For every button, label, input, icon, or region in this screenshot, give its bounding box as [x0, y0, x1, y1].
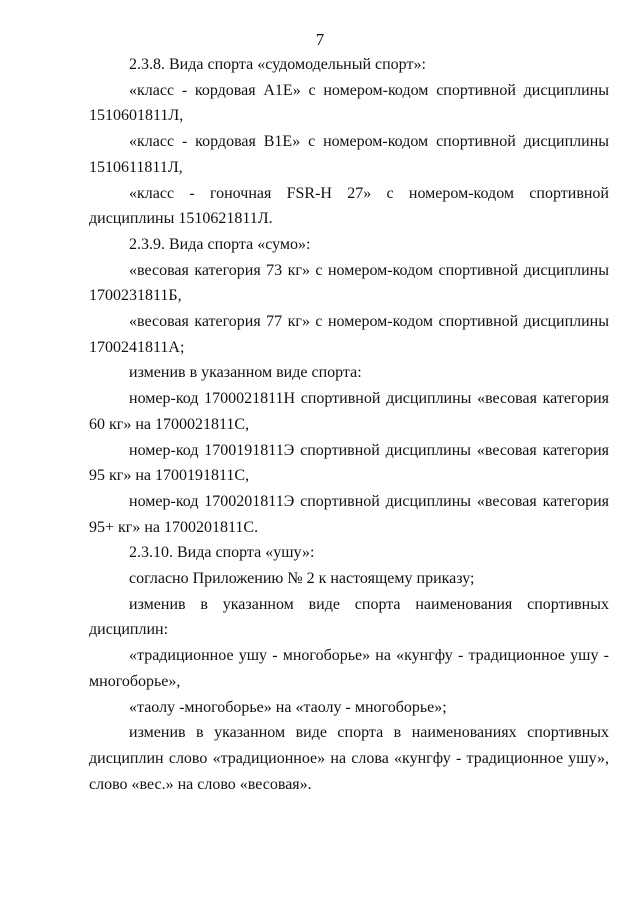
- list-item: «класс - гоночная FSR-H 27» с номером-кодом спортивной дисциплины 1510621811Л.: [89, 184, 609, 228]
- list-item: «таолу -многоборье» на «таолу - многоборье»;: [129, 698, 447, 716]
- document-body: [89, 52, 609, 797]
- page-number: 7: [315, 30, 325, 49]
- list-item: «весовая категория 77 кг» с номером-кодом спортивной дисциплины 1700241811А;: [89, 313, 609, 356]
- section-heading-2-3-8: 2.3.8. Вида спорта «судомодельный спорт»:: [129, 56, 426, 73]
- paragraph: изменив в указанном виде спорта наименования спортивных дисциплин:: [89, 595, 609, 639]
- list-item: «класс - кордовая A1E» с номером-кодом спортивной дисциплины 1510601811Л,: [89, 81, 609, 125]
- list-item: «традиционное ушу - многоборье» на «кунгфу - традиционное ушу - многоборье»,: [89, 647, 609, 690]
- list-item: «класс - кордовая B1E» с номером-кодом спортивной дисциплины 1510611811Л,: [89, 133, 609, 176]
- list-item: «весовая категория 73 кг» с номером-кодом спортивной дисциплины 1700231811Б,: [89, 261, 609, 305]
- section-heading-2-3-9: 2.3.9. Вида спорта «сумо»:: [129, 235, 311, 253]
- paragraph: согласно Приложению № 2 к настоящему приказу;: [129, 570, 475, 588]
- list-item: номер-код 1700201811Э спортивной дисциплины «весовая категория 95+ кг» на 1700201811С.: [89, 492, 609, 536]
- paragraph: изменив в указанном виде спорта:: [129, 364, 362, 382]
- list-item: номер-код 1700021811Н спортивной дисциплины «весовая категория 60 кг» на 1700021811С,: [89, 390, 609, 433]
- list-item: номер-код 1700191811Э спортивной дисциплины «весовая категория 95 кг» на 1700191811С,: [89, 441, 609, 485]
- paragraph: изменив в указанном виде спорта в наименованиях спортивных дисциплин слово «традиционное» на слова «кунгфу - традиционное ушу», слово «вес.» на слово «весовая».: [89, 724, 609, 793]
- section-heading-2-3-10: 2.3.10. Вида спорта «ушу»:: [129, 544, 315, 562]
